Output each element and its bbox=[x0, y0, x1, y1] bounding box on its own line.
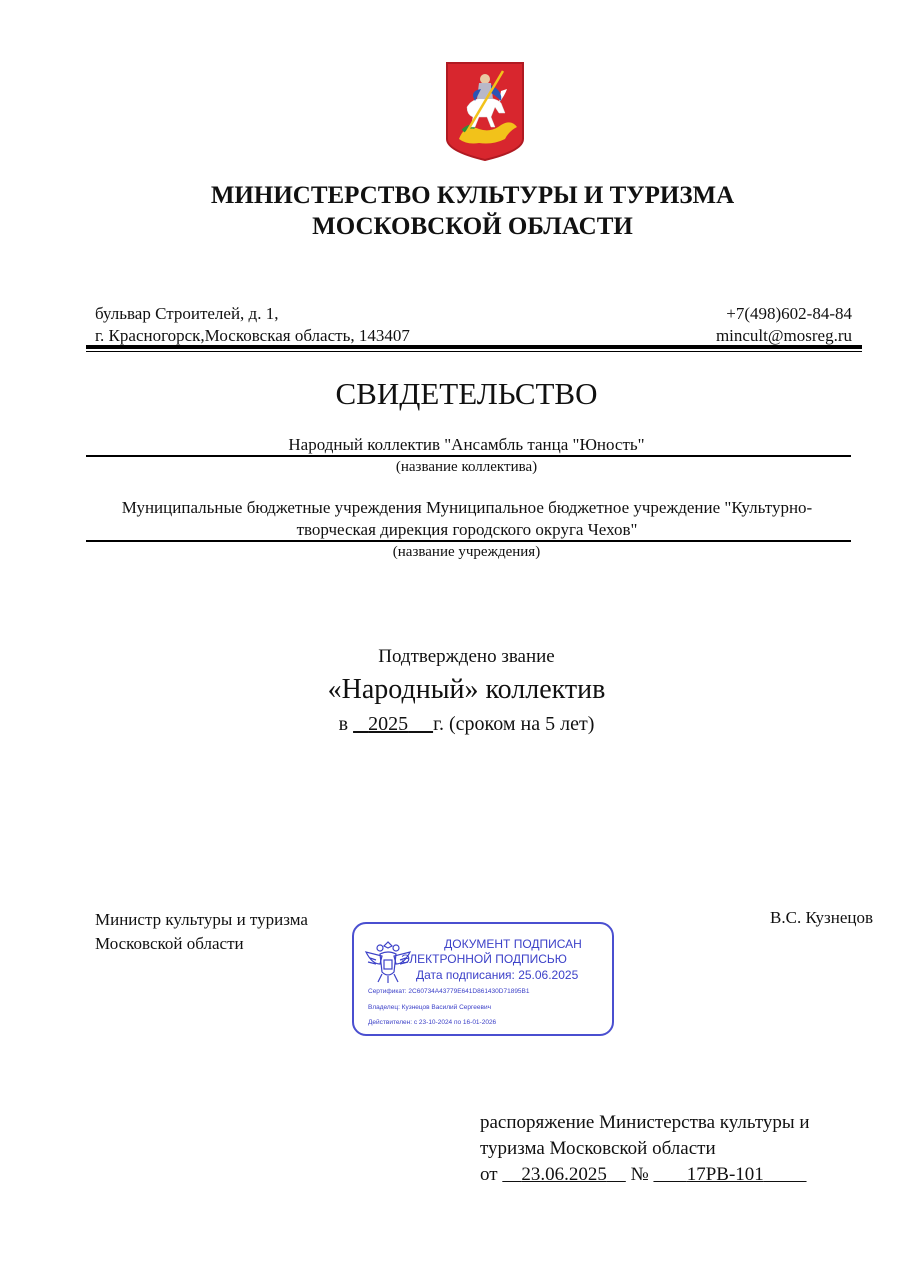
stamp-heading-line1: ДОКУМЕНТ ПОДПИСАН bbox=[444, 937, 582, 951]
electronic-signature-stamp bbox=[352, 922, 614, 1036]
year-line bbox=[14, 713, 905, 736]
header-divider-thick bbox=[86, 345, 862, 349]
ministry-contacts bbox=[716, 303, 852, 347]
order-number: 17РВ-101 bbox=[686, 1164, 764, 1185]
document-title: СВИДЕТЕЛЬСТВО bbox=[335, 376, 598, 411]
ministry-title-line2: МОСКОВСКОЙ ОБЛАСТИ bbox=[312, 213, 633, 240]
order-date: 23.06.2025 bbox=[521, 1164, 607, 1185]
stamp-certificate: Сертификат: 2C60734A43779E641D861430D71895B1 bbox=[368, 988, 530, 995]
collective-name: Народный коллектив "Ансамбль танца "Юность" bbox=[288, 435, 645, 454]
collective-underline bbox=[86, 455, 851, 457]
minister-position-line1: Министр культуры и туризма bbox=[95, 910, 308, 929]
year-suffix: г. (сроком на 5 лет) bbox=[433, 713, 595, 735]
honorary-title: «Народный» коллектив bbox=[327, 674, 606, 705]
ministry-title-line1: МИНИСТЕРСТВО КУЛЬТУРЫ И ТУРИЗМА bbox=[210, 182, 735, 209]
confirmed-text: Подтверждено звание bbox=[378, 646, 555, 667]
minister-position bbox=[95, 908, 308, 956]
stamp-signing-date: Дата подписания: 25.06.2025 bbox=[416, 968, 579, 982]
institution-line1: Муниципальные бюджетные учреждения Муниципальное бюджетное учреждение "Культурно- bbox=[121, 498, 813, 517]
ministry-phone: +7(498)602-84-84 bbox=[726, 304, 852, 323]
address-line1: бульвар Строителей, д. 1, bbox=[95, 304, 279, 323]
ministry-title bbox=[20, 180, 905, 242]
year-value-underlined bbox=[353, 713, 433, 735]
order-date-underlined bbox=[502, 1164, 626, 1185]
order-number-underlined bbox=[653, 1164, 806, 1185]
minister-position-line2: Московской области bbox=[95, 934, 244, 953]
year-prefix: в bbox=[338, 713, 354, 735]
order-date-prefix: от bbox=[480, 1164, 503, 1185]
stamp-heading-line2: ЭЛЕКТРОННОЙ ПОДПИСЬЮ bbox=[401, 952, 567, 966]
stamp-validity: Действителен: с 23-10-2024 по 16-01-2026 bbox=[368, 1019, 497, 1026]
order-line1: распоряжение Министерства культуры и bbox=[480, 1112, 810, 1133]
institution-caption: (название учреждения) bbox=[392, 544, 541, 560]
institution-name bbox=[92, 497, 842, 541]
year-value: 2025 bbox=[368, 713, 409, 735]
header-divider-thin bbox=[86, 351, 862, 352]
address-line2: г. Красногорск,Московская область, 143407 bbox=[95, 326, 410, 345]
ministry-address bbox=[95, 303, 410, 347]
order-number-sign: № bbox=[625, 1164, 654, 1185]
order-reference bbox=[480, 1110, 810, 1188]
moscow-oblast-coat-of-arms-icon bbox=[445, 61, 525, 161]
collective-caption: (название коллектива) bbox=[395, 459, 538, 475]
institution-underline bbox=[86, 540, 851, 542]
order-line2: туризма Московской области bbox=[480, 1138, 716, 1159]
stamp-owner: Владелец: Кузнецов Василий Сергеевич bbox=[368, 1004, 491, 1011]
minister-name: В.С. Кузнецов bbox=[770, 908, 873, 927]
order-date-number-line bbox=[480, 1162, 810, 1188]
institution-line2: творческая дирекция городского округа Чехов" bbox=[296, 520, 638, 539]
ministry-email: mincult@mosreg.ru bbox=[715, 326, 852, 345]
